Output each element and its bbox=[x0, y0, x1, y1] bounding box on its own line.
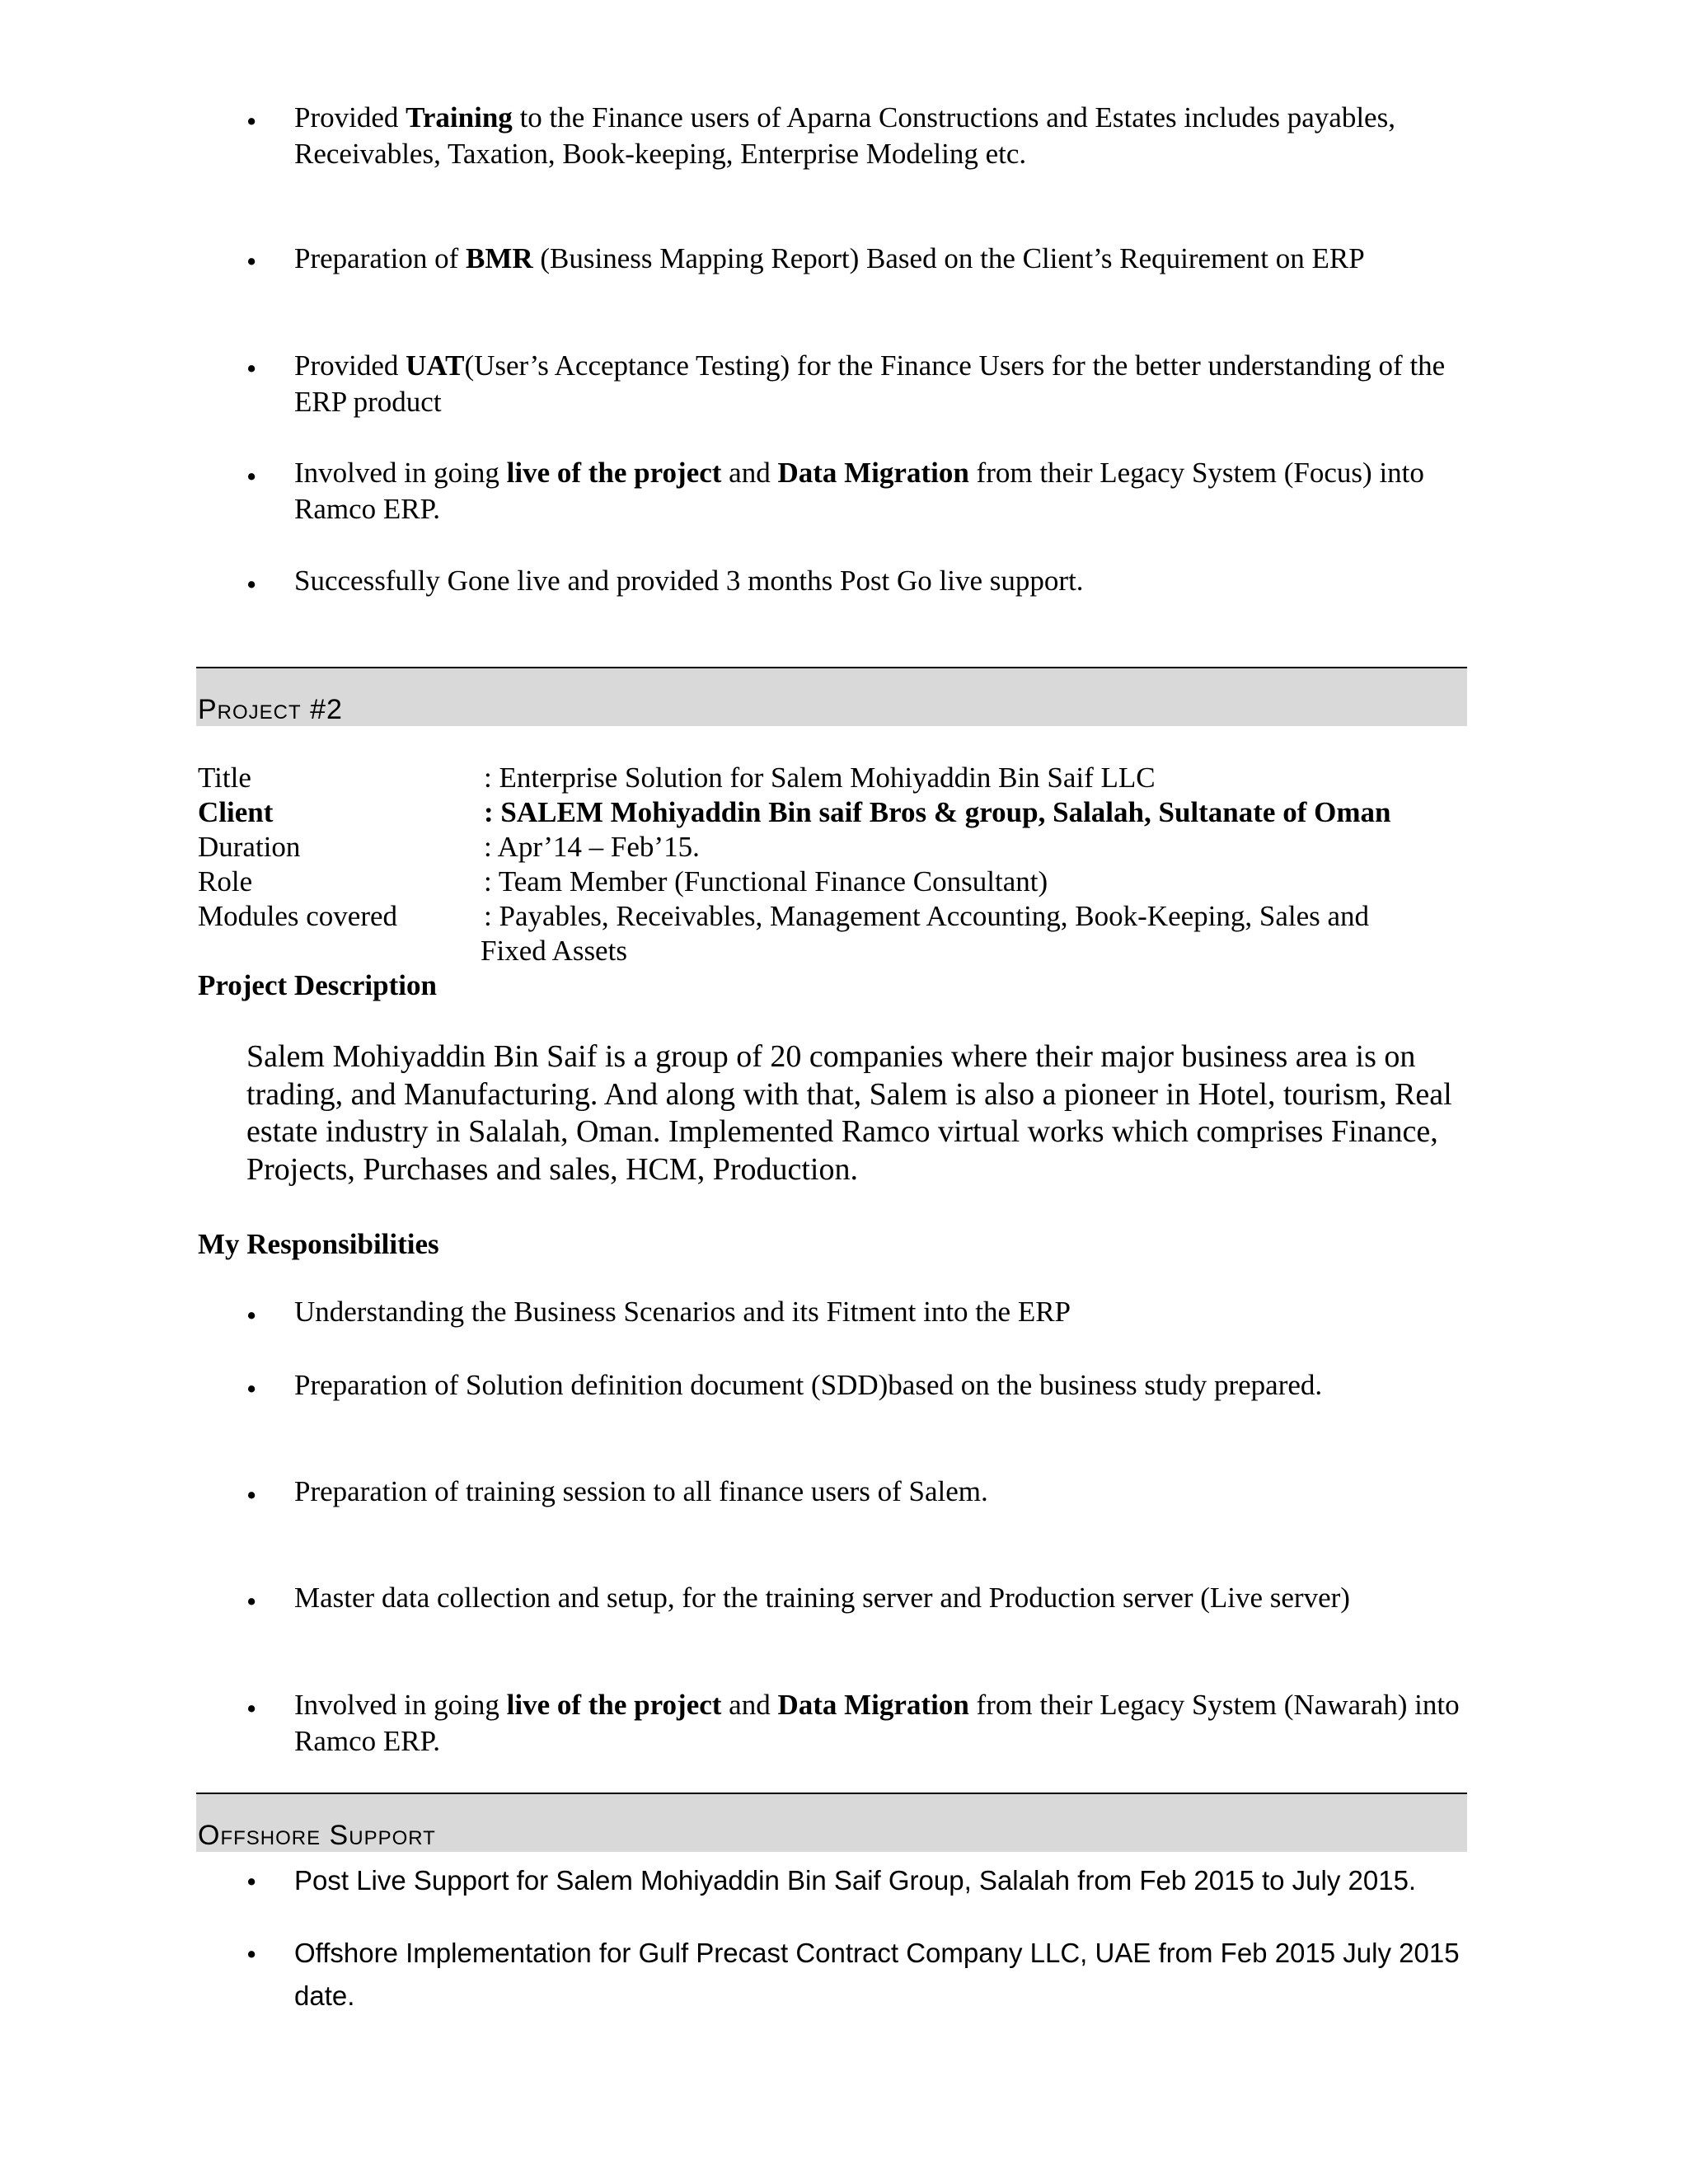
section-header-band bbox=[196, 668, 1467, 726]
bullet-icon: • bbox=[246, 1373, 257, 1405]
role-label: Role bbox=[198, 865, 253, 898]
section-title-project-2: Project #2 bbox=[198, 694, 343, 725]
project-description-heading: Project Description bbox=[198, 969, 437, 1001]
bullet-icon: • bbox=[246, 1938, 257, 1971]
duration-label: Duration bbox=[198, 831, 301, 863]
title-value: : Enterprise Solution for Salem Mohiyaddin Bin Saif LLC bbox=[484, 762, 1156, 794]
bullet-icon: • bbox=[246, 461, 257, 493]
modules-label: Modules covered bbox=[198, 900, 398, 932]
bullet-icon: • bbox=[246, 105, 257, 138]
bullet-icon: • bbox=[246, 569, 257, 601]
bullet-icon: • bbox=[246, 1300, 257, 1332]
bullet-icon: • bbox=[246, 1479, 257, 1511]
modules-value: : Payables, Receivables, Management Accounting, Book-Keeping, Sales and bbox=[484, 900, 1370, 932]
bullet-icon: • bbox=[246, 246, 257, 278]
role-value: : Team Member (Functional Finance Consultant) bbox=[484, 865, 1048, 898]
section-title-offshore-support: Offshore Support bbox=[198, 1820, 436, 1851]
bullet-icon: • bbox=[246, 1693, 257, 1725]
bullet-icon: • bbox=[246, 1586, 257, 1618]
project-description: Salem Mohiyaddin Bin Saif is a group of 20 companies where their major business area is on trading, and Manufacturing. And along with that, Salem is also a pioneer in Hotel, tourism, Real estate industry in Salalah, Oman. Implemented Ramco virtual works which comprises Finance, Projects, Purchases and sales, HCM, Production. bbox=[246, 1039, 1452, 1187]
title-label: Title bbox=[198, 762, 251, 794]
client-value: : SALEM Mohiyaddin Bin saif Bros & group, Salalah, Sultanate of Oman bbox=[484, 796, 1391, 828]
bullet-icon: • bbox=[246, 1866, 257, 1898]
duration-value: : Apr’14 – Feb’15. bbox=[484, 831, 700, 863]
modules-value-continued: Fixed Assets bbox=[481, 935, 627, 967]
bullet-icon: • bbox=[246, 353, 257, 385]
responsibilities-heading: My Responsibilities bbox=[198, 1228, 439, 1260]
client-label: Client bbox=[198, 796, 274, 828]
